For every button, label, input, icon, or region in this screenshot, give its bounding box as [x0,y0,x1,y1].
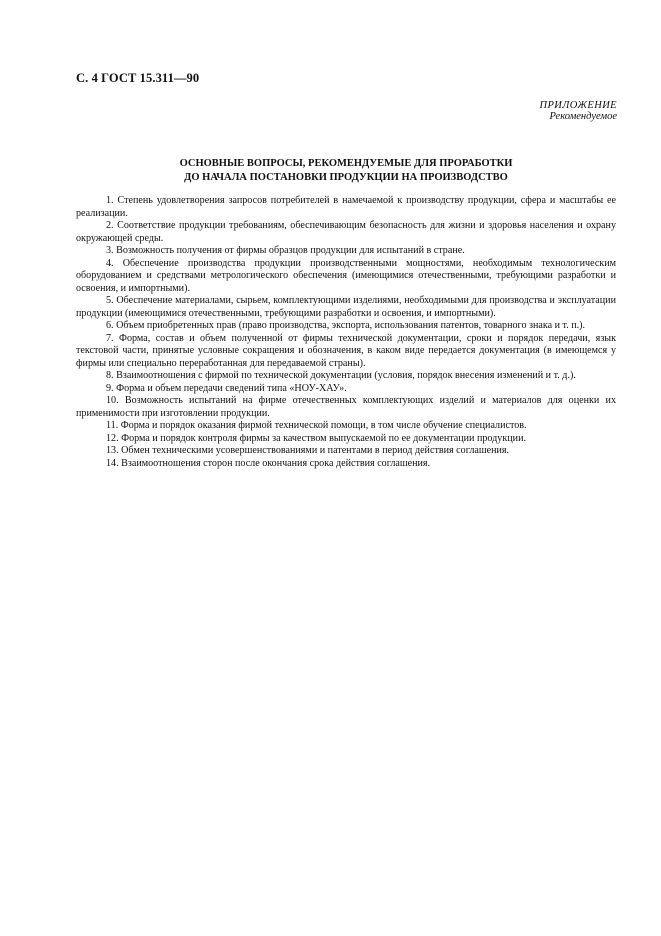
list-item: 13. Обмен техническими усовершенствованиями и патентами в период действия соглашения. [106,445,510,456]
list-item: 10. Возможность испытаний на фирме отечественных комплектующих изделий и материалов для оценки их применимости при изготовлении продукции. [76,395,616,419]
appendix-subtitle: Рекомендуемое [549,111,617,122]
document-title-line-2: ДО НАЧАЛА ПОСТАНОВКИ ПРОДУКЦИИ НА ПРОИЗВОДСТВО [184,172,508,183]
questions-list [76,195,616,470]
list-item: 9. Форма и объем передачи сведений типа «НОУ-ХАУ». [106,382,347,394]
list-item: 3. Возможность получения от фирмы образцов продукции для испытаний в стране. [106,245,465,256]
list-item: 7. Форма, состав и объем полученной от фирмы технической документации, сроки и порядок передачи, язык текстовой части, принятые условные сокращения и обозначения, в каком виде передается документация (в имеющемся у фирмы или специально переработанная для передаваемой страны). [76,332,616,369]
list-item: 11. Форма и порядок оказания фирмой технической помощи, в том числе обучение специалистов. [106,420,527,431]
appendix-label [540,100,618,122]
list-item: 8. Взаимоотношения с фирмой по технической документации (условия, порядок внесения изменений и т. д.). [106,370,576,381]
list-item: 2. Соответствие продукции требованиям, обеспечивающим безопасность для жизни и здоровья населения и охрану окружающей среды. [76,220,616,244]
document-title [76,157,616,185]
list-item: 1. Степень удовлетворения запросов потребителей в намечаемой к производству продукции, сфера и масштабы ее реализации. [76,195,616,219]
list-item: 14. Взаимоотношения сторон после окончания срока действия соглашения. [106,457,431,469]
appendix-title: ПРИЛОЖЕНИЕ [539,100,617,111]
document-title-line-1: ОСНОВНЫЕ ВОПРОСЫ, РЕКОМЕНДУЕМЫЕ ДЛЯ ПРОРАБОТКИ [179,158,513,169]
list-item: 6. Объем приобретенных прав (право производства, экспорта, использования патентов, товарного знака и т. п.). [106,320,586,331]
list-item: 4. Обеспечение производства продукции производственными мощностями, необходимым технологическим оборудованием и средствами метрологического обеспечения (имеющимися отечественными, требующими разработки и освоения, и импортными). [76,257,616,294]
list-item: 5. Обеспечение материалами, сырьем, комплектующими изделиями, необходимыми для производства и эксплуатации продукции (имеющимися отечественными, требующими разработки и освоения, и импортными). [76,295,616,319]
list-item: 12. Форма и порядок контроля фирмы за качеством выпускаемой по ее документации продукции. [106,432,526,444]
page-header: С. 4 ГОСТ 15.311—90 [76,71,200,85]
